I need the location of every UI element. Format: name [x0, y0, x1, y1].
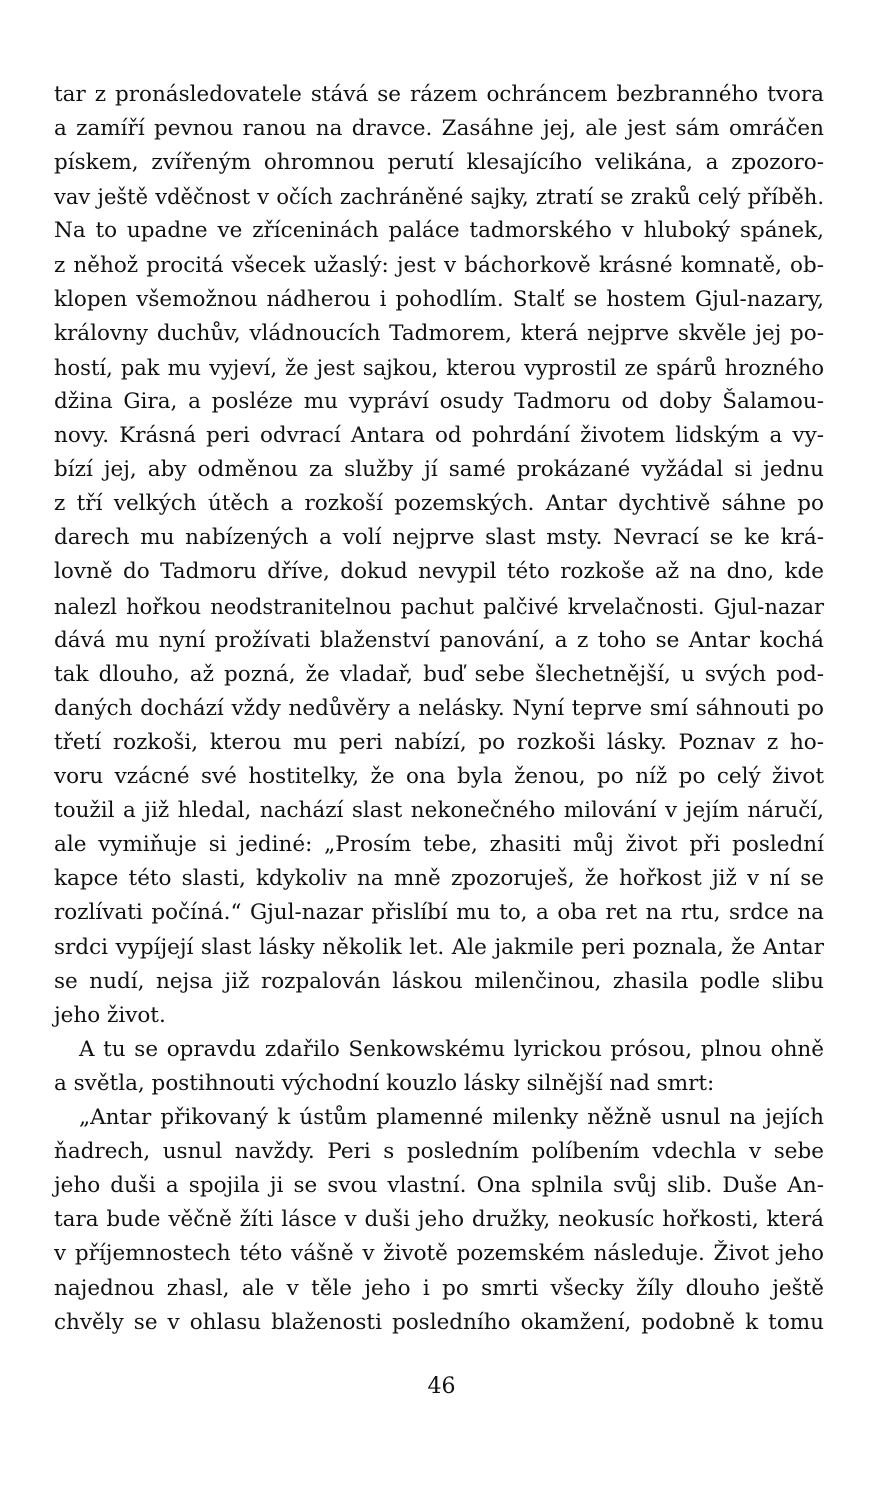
text-line: pískem, zvířeným ohromnou perutí klesajícího velikána, a zpozoro-: [54, 150, 824, 176]
text-line: toužil a již hledal, nachází slast nekonečného milování v jejím náručí,: [54, 798, 824, 824]
text-line: voru vzácné své hostitelky, že ona byla ženou, po níž po celý život: [54, 764, 824, 789]
text-line: dává mu nyní prožívati blaženství panování, a z toho se Antar kochá: [54, 627, 824, 653]
text-line: vav ještě vděčnost v očích zachráněné sajky, ztratí se zraků celý příběh.: [54, 185, 824, 210]
text-line: v příjemnostech této vášně v životě pozemském následuje. Život jeho: [54, 1241, 824, 1267]
text-line: džina Gira, a posléze mu vypráví osudy Tadmoru od doby Šalamou-: [54, 388, 824, 414]
text-line: klopen všemožnou nádherou i pohodlím. Stalť se hostem Gjul-nazary,: [54, 286, 824, 312]
text-line: z tří velkých útěch a rozkoší pozemských. Antar dychtivě sáhne po: [54, 491, 824, 517]
page-number: 46: [427, 1374, 456, 1399]
text-line: A tu se opravdu zdařilo Senkowskému lyrickou prósou, plnou ohně: [79, 1036, 824, 1062]
text-line: tak dlouho, až pozná, že vladař, buď sebe šlechetnější, u svých pod-: [54, 661, 824, 687]
text-line: královny duchův, vládnoucích Tadmorem, která nejprve skvěle jej po-: [54, 320, 824, 346]
text-line: rozlívati počíná.“ Gjul-nazar přislíbí mu to, a oba ret na rtu, srdce na: [54, 900, 824, 926]
text-line: darech mu nabízených a volí nejprve slast msty. Nevrací se ke krá-: [54, 525, 824, 551]
text-line: kapce této slasti, kdykoliv na mně zpozoruješ, že hořkost již v ní se: [54, 866, 824, 892]
text-line: daných dochází vždy nedůvěry a nelásky. Nyní teprve smí sáhnouti po: [54, 695, 824, 721]
text-line: bízí jej, aby odměnou za služby jí samé prokázané vyžádal si jednu: [54, 457, 824, 483]
text-line: ňadrech, usnul navždy. Peri s posledním políbením vdechla v sebe: [54, 1139, 824, 1165]
text-line: tara bude věčně žíti lásce v duši jeho družky, neokusíc hořkosti, která: [54, 1207, 824, 1233]
text-line: se nudí, nejsa již rozpalován láskou milenčinou, zhasila podle slibu: [54, 968, 824, 994]
text-line: nalezl hořkou neodstranitelnou pachut palčivé krvelačnosti. Gjul-nazar: [54, 594, 824, 619]
text-line: jeho život.: [54, 1002, 166, 1028]
text-line: Na to upadne ve zříceninách paláce tadmorského v hluboký spánek,: [54, 218, 824, 244]
text-line: chvěly se v ohlasu blaženosti posledního okamžení, podobně k tomu: [54, 1309, 824, 1335]
text-line: novy. Krásná peri odvrací Antara od pohrdání životem lidským a vy-: [54, 423, 824, 448]
text-line: najednou zhasl, ale v těle jeho i po smrti všecky žíly dlouho ještě: [54, 1275, 824, 1301]
text-line: jeho duši a spojila ji se svou vlastní. Ona splnila svůj slib. Duše An-: [54, 1173, 824, 1199]
text-line: ale vymiňuje si jediné: „Prosím tebe, zhasiti můj život při poslední: [54, 832, 824, 858]
text-line: tar z pronásledovatele stává se rázem ochráncem bezbranného tvora: [54, 82, 824, 107]
text-line: lovně do Tadmoru dříve, dokud nevypil této rozkoše až na dno, kde: [54, 559, 824, 585]
text-line: z něhož procitá všecek užaslý: jest v báchorkově krásné komnatě, ob-: [54, 252, 824, 278]
text-line: hostí, pak mu vyjeví, že jest sajkou, kterou vyprostil ze spárů hrozného: [54, 355, 824, 380]
text-line: třetí rozkoši, kterou mu peri nabízí, po rozkoši lásky. Poznav z ho-: [54, 729, 824, 755]
text-line: srdci vypíjejí slast lásky několik let. Ale jakmile peri poznala, že Antar: [54, 934, 824, 960]
text-line: a zamíří pevnou ranou na dravce. Zasáhne jej, ale jest sám omráčen: [54, 116, 824, 142]
text-line: „Antar přikovaný k ústům plamenné milenky něžně usnul na jejích: [79, 1105, 824, 1130]
text-line: a světla, postihnouti východní kouzlo lásky silnější nad smrt:: [54, 1070, 715, 1096]
